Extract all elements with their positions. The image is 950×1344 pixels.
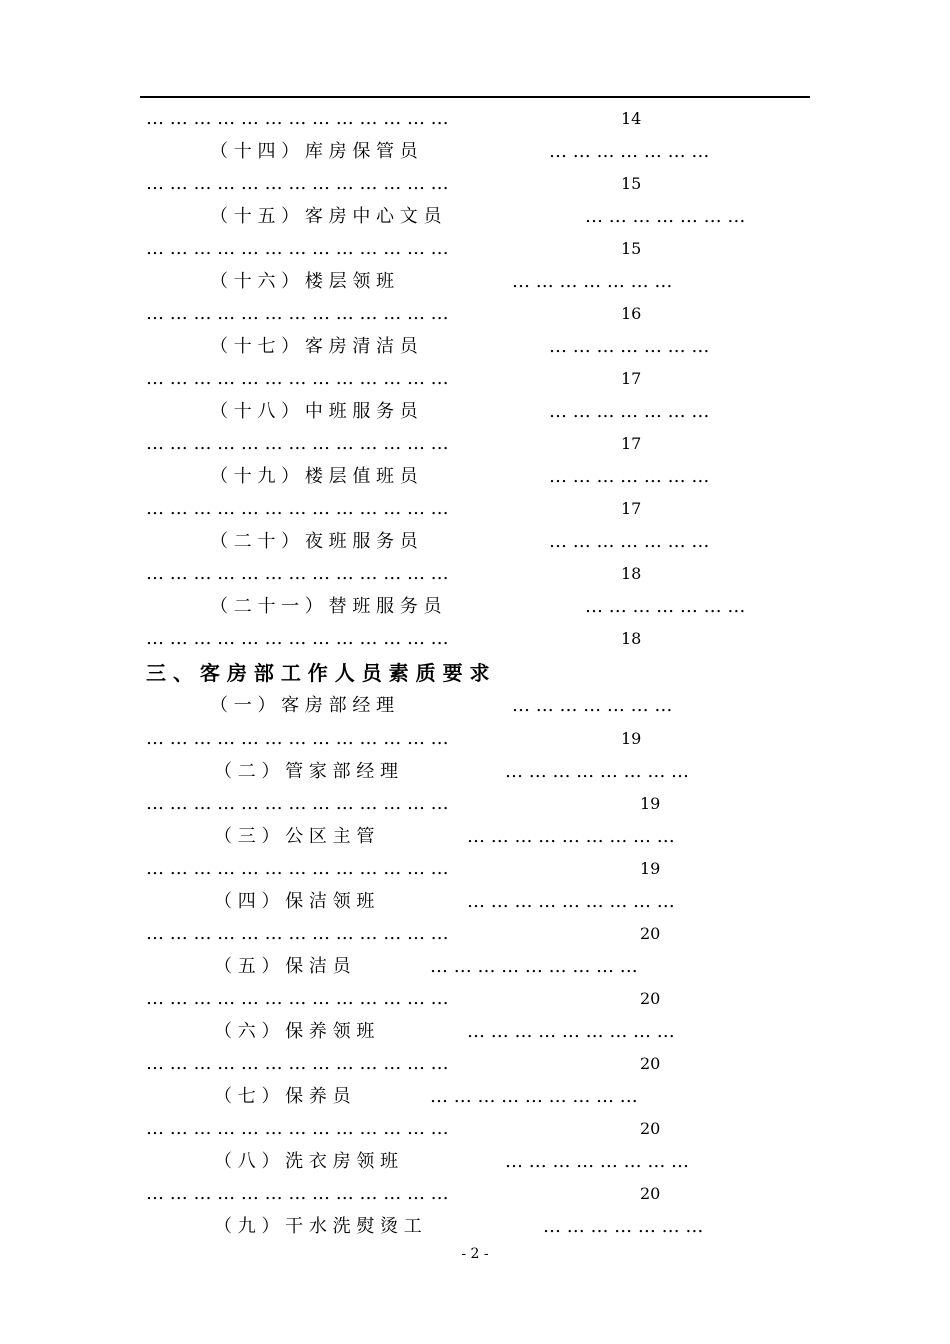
toc-leader: … … … … … … … (543, 1216, 704, 1237)
toc-entry-label: （ 五 ） 保 洁 员 (214, 956, 351, 977)
toc-page-number: 17 (621, 369, 642, 388)
toc-page-number: 18 (621, 629, 642, 648)
toc-leader: … … … … … … … … … … … … … (146, 988, 449, 1009)
toc-page-number: 14 (621, 109, 642, 128)
toc-leader: … … … … … … … … … … … … … (146, 728, 449, 749)
toc-entry-label: （ 八 ） 洗 衣 房 领 班 (214, 1151, 399, 1172)
toc-entry-label: （ 九 ） 干 水 洗 熨 烫 工 (214, 1216, 422, 1237)
toc-leader: … … … … … … … … (505, 1151, 690, 1172)
toc-page-number: 20 (640, 924, 661, 943)
toc-leader: … … … … … … … (549, 466, 710, 487)
toc-leader: … … … … … … … … … … … … … (146, 368, 449, 389)
toc-page-number: 20 (640, 1119, 661, 1138)
section-heading: 三 、 客 房 部 工 作 人 员 素 质 要 求 (146, 661, 490, 685)
toc-leader: … … … … … … … (585, 596, 746, 617)
toc-leader: … … … … … … … … … (467, 826, 675, 847)
toc-leader: … … … … … … … … (505, 761, 690, 782)
toc-leader: … … … … … … … (512, 695, 673, 716)
toc-leader: … … … … … … … … … … … … … (146, 303, 449, 324)
toc-leader: … … … … … … … … … … … … … (146, 628, 449, 649)
toc-entry-label: （ 六 ） 保 养 领 班 (214, 1021, 375, 1042)
toc-leader: … … … … … … … … … … … … … (146, 858, 449, 879)
toc-page-number: 17 (621, 434, 642, 453)
toc-entry-label: （ 二 十 一 ） 替 班 服 务 员 (210, 596, 442, 617)
toc-page-number: 20 (640, 989, 661, 1008)
toc-page-number: 15 (621, 174, 642, 193)
toc-leader: … … … … … … … … … … … … … (146, 793, 449, 814)
toc-entry-label: （ 十 七 ） 客 房 清 洁 员 (210, 336, 418, 357)
toc-leader: … … … … … … … … … … … … … (146, 433, 449, 454)
toc-entry-label: （ 七 ） 保 养 员 (214, 1086, 351, 1107)
toc-page-number: 17 (621, 499, 642, 518)
page-footer-number: - 2 - (461, 1246, 489, 1262)
toc-entry-label: （ 十 八 ） 中 班 服 务 员 (210, 401, 418, 422)
toc-leader: … … … … … … … (549, 531, 710, 552)
toc-leader: … … … … … … … … … (430, 956, 638, 977)
toc-entry-label: （ 十 五 ） 客 房 中 心 文 员 (210, 206, 442, 227)
toc-leader: … … … … … … … (549, 336, 710, 357)
toc-leader: … … … … … … … … … … … … … (146, 498, 449, 519)
toc-leader: … … … … … … … … … (467, 1021, 675, 1042)
toc-entry-label: （ 三 ） 公 区 主 管 (214, 826, 375, 847)
toc-entry-label: （ 二 ） 管 家 部 经 理 (214, 761, 399, 782)
toc-leader: … … … … … … … (549, 141, 710, 162)
toc-page-number: 16 (621, 304, 642, 323)
toc-page-number: 18 (621, 564, 642, 583)
toc-leader: … … … … … … … … … (467, 891, 675, 912)
toc-page-number: 15 (621, 239, 642, 258)
toc-leader: … … … … … … … (585, 206, 746, 227)
toc-leader: … … … … … … … … … … … … … (146, 1183, 449, 1204)
toc-leader: … … … … … … … (512, 271, 673, 292)
toc-page-number: 19 (640, 794, 661, 813)
toc-leader: … … … … … … … … … … … … … (146, 923, 449, 944)
toc-leader: … … … … … … … … … … … … … (146, 1118, 449, 1139)
toc-page-number: 20 (640, 1054, 661, 1073)
toc-leader: … … … … … … … … … (430, 1086, 638, 1107)
toc-leader: … … … … … … … … … … … … … (146, 173, 449, 194)
toc-entry-label: （ 四 ） 保 洁 领 班 (214, 891, 375, 912)
toc-leader: … … … … … … … … … … … … … (146, 563, 449, 584)
toc-leader: … … … … … … … (549, 401, 710, 422)
toc-leader: … … … … … … … … … … … … … (146, 238, 449, 259)
toc-entry-label: （ 十 九 ） 楼 层 值 班 员 (210, 466, 418, 487)
toc-entry-label: （ 十 六 ） 楼 层 领 班 (210, 271, 395, 292)
header-rule (140, 96, 810, 98)
toc-page-number: 19 (640, 859, 661, 878)
toc-entry-label: （ 一 ） 客 房 部 经 理 (210, 695, 395, 716)
toc-leader: … … … … … … … … … … … … … (146, 108, 449, 129)
toc-entry-label: （ 十 四 ） 库 房 保 管 员 (210, 141, 418, 162)
toc-leader: … … … … … … … … … … … … … (146, 1053, 449, 1074)
toc-entry-label: （ 二 十 ） 夜 班 服 务 员 (210, 531, 418, 552)
toc-page-number: 20 (640, 1184, 661, 1203)
toc-page-number: 19 (621, 729, 642, 748)
